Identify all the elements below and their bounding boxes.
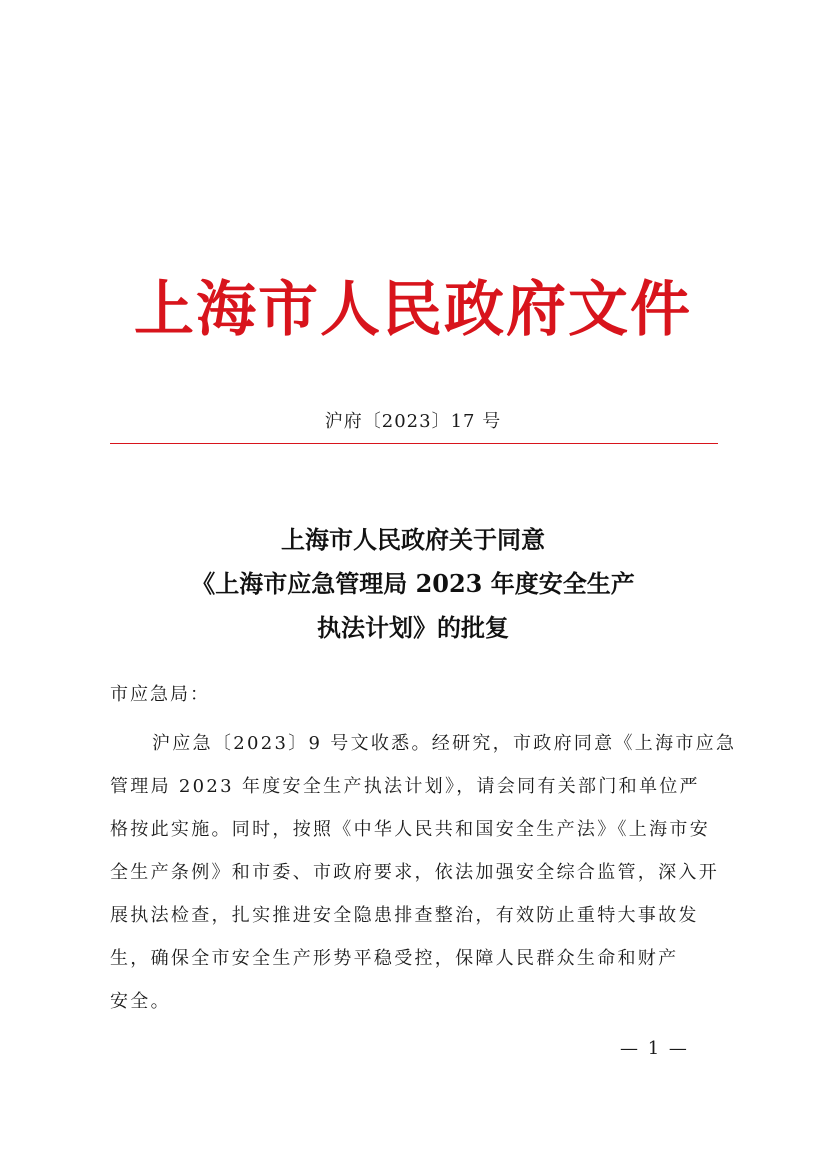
body-paragraph (110, 722, 737, 1023)
masthead-text: 上海市人民政府文件 (134, 275, 692, 345)
body-line: 沪应急〔2023〕9 号文收悉。经研究，市政府同意《上海市应急 (152, 733, 737, 754)
body-line: 安全。 (110, 991, 171, 1012)
body-line: 格按此实施。同时，按照《中华人民共和国安全生产法》《上海市安 (110, 819, 710, 840)
document-title (0, 518, 826, 650)
document-masthead (0, 274, 826, 346)
title-line-2: 《上海市应急管理局 2023 年度安全生产 (191, 569, 635, 598)
title-line-1: 上海市人民政府关于同意 (281, 525, 545, 554)
title-line-3: 执法计划》的批复 (317, 613, 509, 642)
body-line: 管理局 2023 年度安全生产执法计划》，请会同有关部门和单位严 (110, 776, 700, 797)
document-number: 沪府〔2023〕17 号 (324, 411, 502, 432)
page-number: — 1 — (620, 1038, 689, 1059)
body-line: 生，确保全市安全生产形势平稳受控，保障人民群众生命和财产 (110, 948, 679, 969)
body-line: 展执法检查，扎实推进安全隐患排查整治，有效防止重特大事故发 (110, 905, 699, 926)
body-line: 全生产条例》和市委、市政府要求，依法加强安全综合监管，深入开 (110, 862, 719, 883)
salutation: 市应急局： (110, 684, 210, 705)
red-divider-line (110, 443, 718, 444)
